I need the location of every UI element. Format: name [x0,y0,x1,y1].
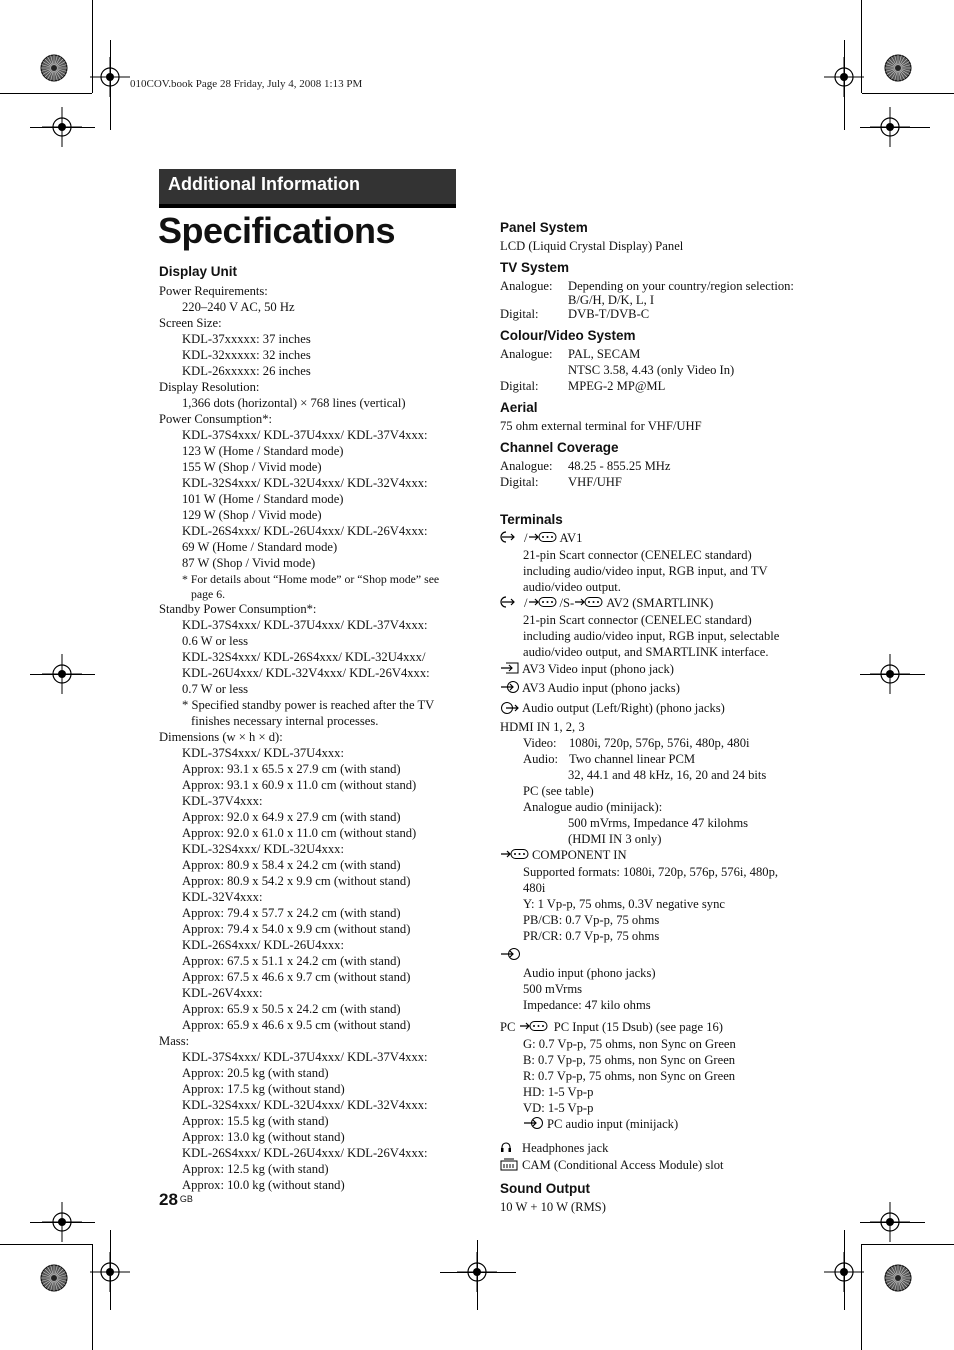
dimensions-item: Approx: 93.1 x 60.9 x 11.0 cm (without stand) [182,778,417,792]
tv-digital-row [500,306,830,322]
av1-desc: 21-pin Scart connector (CENELEC standard) [523,548,752,563]
tv-digital-label: Digital: [500,307,539,321]
component-desc: PR/CR: 0.7 Vp-p, 75 ohms [523,928,660,943]
color-bar-sunburst-icon [883,53,913,83]
colour-heading: Colour/Video System [500,328,636,343]
crop-line [861,0,862,93]
colour-digital-row [500,378,830,394]
left-column [159,264,459,1193]
av1-row: / AV1 [500,530,830,547]
pc-label: PC [500,1019,516,1034]
crop-line [861,1244,862,1350]
component-desc: 480i [523,880,546,895]
file-header: 010COV.book Page 28 Friday, July 4, 2008 1:13 PM [130,78,363,90]
dimensions-item: Approx: 65.9 x 50.5 x 24.2 cm (with stand) [182,1002,401,1016]
scart-in-icon [500,531,522,547]
channel-heading: Channel Coverage [500,440,619,455]
hdmi-video-label: Video: [523,735,557,750]
dimensions-item: Approx: 65.9 x 46.6 x 9.5 cm (without stand) [182,1018,411,1032]
standby-item: KDL-37S4xxx/ KDL-37U4xxx/ KDL-37V4xxx: [182,618,428,632]
standby-note-cont: finishes necessary internal processes. [191,714,379,728]
crop-line [110,40,111,130]
crop-line [0,93,92,94]
dimensions-item: Approx: 79.4 x 57.7 x 24.2 cm (with stand) [182,906,401,920]
component-desc: Supported formats: 1080i, 720p, 576p, 576i, 480p, [523,864,779,879]
pc-row [500,1019,830,1036]
consumption-item: 87 W (Shop / Vivid mode) [182,556,316,570]
av3-audio-label: AV3 Audio input (phono jacks) [522,681,680,696]
pc-desc: G: 0.7 Vp-p, 75 ohms, non Sync on Green [523,1036,736,1051]
standby-item: KDL-32S4xxx/ KDL-26S4xxx/ KDL-32U4xxx/ [182,650,426,664]
component-row [500,847,830,864]
pc-desc: B: 0.7 Vp-p, 75 ohms, non Sync on Green [523,1052,736,1067]
channel-analogue-value: 48.25 - 855.25 MHz [568,459,671,473]
video-in-icon [500,662,520,678]
dimensions-item: KDL-26V4xxx: [182,986,263,1000]
colour-analogue-cont: NTSC 3.58, 4.43 (only Video In) [568,363,735,377]
crop-line [860,127,930,128]
mass-item: KDL-32S4xxx/ KDL-32U4xxx/ KDL-32V4xxx: [182,1098,428,1112]
audio-in-desc: 500 mVrms [523,981,583,996]
scart-out-icon [528,531,558,547]
audio-in-icon [500,680,520,698]
dimensions-item: Approx: 92.0 x 61.0 x 11.0 cm (without stand) [182,826,417,840]
component-desc: PB/CB: 0.7 Vp-p, 75 ohms [523,912,660,927]
terminals-heading: Terminals [500,512,563,527]
mass-item: Approx: 13.0 kg (without stand) [182,1130,345,1144]
dimensions-item: Approx: 80.9 x 58.4 x 24.2 cm (with stand) [182,858,401,872]
consumption-item: KDL-32S4xxx/ KDL-32U4xxx/ KDL-32V4xxx: [182,476,428,490]
hdmi-audio-label: Audio: [523,751,558,766]
resolution-label: Display Resolution: [159,380,260,394]
crop-line [440,1272,516,1273]
crop-line [862,93,954,94]
crop-line [30,674,95,675]
consumption-note: * For details about “Home mode” or “Shop mode” see [182,572,440,586]
av2-desc: including audio/video input, RGB input, selectable [523,629,780,644]
cam-label: CAM (Conditional Access Module) slot [522,1158,724,1173]
page-title: Specifications [158,210,396,251]
color-bar-sunburst-icon [39,53,69,83]
crop-line [844,40,845,130]
pc-desc: HD: 1-5 Vp-p [523,1084,594,1099]
colour-analogue-label: Analogue: [500,347,553,361]
audio-in-icon [500,947,522,965]
channel-analogue-label: Analogue: [500,459,553,473]
av1-label: AV1 [559,531,583,545]
mass-item: Approx: 12.5 kg (with stand) [182,1162,329,1176]
screen-size-item: KDL-37xxxxx: 37 inches [182,332,311,346]
color-bar-sunburst-icon [39,1263,69,1293]
aerial-value: 75 ohm external terminal for VHF/UHF [500,419,702,433]
headphones-label: Headphones jack [522,1140,609,1155]
hdmi-audio-row [500,751,830,767]
mass-label: Mass: [159,1034,190,1048]
component-in-icon [500,848,530,864]
dimensions-label: Dimensions (w × h × d): [159,730,283,744]
crop-line [110,1230,111,1310]
audio-out-label: Audio output (Left/Right) (phono jacks) [522,701,725,716]
hdmi-label: HDMI IN 1, 2, 3 [500,719,585,734]
av1-desc: including audio/video input, RGB input, and TV [523,564,768,579]
pc-desc: VD: 1-5 Vp-p [523,1100,594,1115]
consumption-label: Power Consumption*: [159,412,272,426]
component-label: COMPONENT IN [532,847,627,862]
channel-digital-value: VHF/UHF [568,475,622,489]
dimensions-item: KDL-37S4xxx/ KDL-37U4xxx: [182,746,344,760]
section-bar [159,169,456,208]
crop-line [860,1222,925,1223]
crop-line [860,674,925,675]
colour-digital-value: MPEG-2 MP@ML [568,379,666,393]
dimensions-item: Approx: 93.1 x 65.5 x 27.9 cm (with stand) [182,762,401,776]
colour-analogue-value: PAL, SECAM [568,347,641,361]
power-req-value: 220–240 V AC, 50 Hz [182,300,295,314]
hdmi-audio-cont: 32, 44.1 and 48 kHz, 16, 20 and 24 bits [568,767,767,782]
dimensions-item: Approx: 80.9 x 54.2 x 9.9 cm (without stand) [182,874,411,888]
consumption-item: KDL-26S4xxx/ KDL-26U4xxx/ KDL-26V4xxx: [182,524,428,538]
av2-s-label: /S- [559,596,575,611]
av1-desc: audio/video output. [523,580,621,595]
screen-size-item: KDL-26xxxxx: 26 inches [182,364,311,378]
dimensions-item: Approx: 67.5 x 51.1 x 24.2 cm (with stand) [182,954,401,968]
pc-audio-in-icon [523,1116,545,1134]
crop-line [92,1244,93,1350]
dimensions-item: KDL-32S4xxx/ KDL-32U4xxx: [182,842,344,856]
consumption-item: 69 W (Home / Standard mode) [182,540,338,554]
screen-size-item: KDL-32xxxxx: 32 inches [182,348,311,362]
color-bar-sunburst-icon [883,1263,913,1293]
crop-line [844,1230,845,1310]
standby-label: Standby Power Consumption*: [159,602,317,616]
page-number [159,1190,193,1210]
audio-out-icon [500,701,520,719]
hdmi-analogue-2: (HDMI IN 3 only) [568,831,662,846]
mass-item: KDL-26S4xxx/ KDL-26U4xxx/ KDL-26V4xxx: [182,1146,428,1160]
sound-heading: Sound Output [500,1180,590,1196]
mass-item: Approx: 15.5 kg (with stand) [182,1114,329,1128]
consumption-item: 155 W (Shop / Vivid mode) [182,460,322,474]
channel-digital-row [500,474,830,490]
tv-digital-value: DVB-T/DVB-C [568,307,650,321]
display-unit-heading: Display Unit [159,264,238,279]
scart-out-icon [528,596,558,612]
colour-digital-label: Digital: [500,379,539,393]
aerial-heading: Aerial [500,400,538,415]
pc-in-icon [519,1020,549,1036]
tv-analogue-row [500,278,830,294]
audio-in-desc: Impedance: 47 kilo ohms [523,997,651,1012]
dimensions-item: KDL-32V4xxx: [182,890,263,904]
channel-analogue-row [500,458,830,474]
consumption-note-cont: page 6. [191,586,226,601]
crop-line [477,1240,478,1310]
consumption-item: KDL-37S4xxx/ KDL-37U4xxx/ KDL-37V4xxx: [182,428,428,442]
panel-value: LCD (Liquid Crystal Display) Panel [500,239,684,253]
av3-video-row [500,661,830,678]
colour-analogue-row [500,346,830,362]
dimensions-item: KDL-26S4xxx/ KDL-26U4xxx: [182,938,344,952]
pc-audio-label: PC audio input (minijack) [547,1116,679,1131]
consumption-item: 123 W (Home / Standard mode) [182,444,344,458]
audio-in-desc: Audio input (phono jacks) [523,965,656,980]
audio-out-row [500,700,830,718]
mass-item: Approx: 10.0 kg (without stand) [182,1178,345,1192]
dimensions-item: Approx: 92.0 x 64.9 x 27.9 cm (with stand) [182,810,401,824]
av3-video-label: AV3 Video input (phono jack) [522,662,674,677]
component-desc: Y: 1 Vp-p, 75 ohms, 0.3V negative sync [523,896,725,911]
crop-line [0,1244,92,1245]
pc-desc: R: 0.7 Vp-p, 75 ohms, non Sync on Green [523,1068,736,1083]
svideo-icon [574,596,604,612]
av3-audio-row [500,680,830,698]
screen-size-label: Screen Size: [159,316,222,330]
mass-item: Approx: 17.5 kg (without stand) [182,1082,345,1096]
standby-item: 0.6 W or less [182,634,249,648]
av2-desc: 21-pin Scart connector (CENELEC standard) [523,613,752,628]
hdmi-analogue-1: 500 mVrms, Impedance 47 kilohms [568,815,749,830]
hdmi-video-value: 1080i, 720p, 576p, 576i, 480p, 480i [569,735,750,750]
consumption-item: 101 W (Home / Standard mode) [182,492,344,506]
dimensions-item: Approx: 67.5 x 46.6 x 9.7 cm (without stand) [182,970,411,984]
tv-analogue-cont: B/G/H, D/K, L, I [568,293,655,307]
right-column [500,220,830,1215]
av2-row: / /S- AV2 (SMARTLINK) [500,595,830,612]
tv-analogue-value: Depending on your country/region selection: [568,279,794,293]
resolution-value: 1,366 dots (horizontal) × 768 lines (vertical) [182,396,406,410]
hdmi-video-row [500,735,830,751]
cam-slot-icon [500,1158,520,1175]
headphones-icon [500,1141,520,1157]
hdmi-audio-value: Two channel linear PCM [569,751,696,766]
dimensions-item: Approx: 79.4 x 54.0 x 9.9 cm (without stand) [182,922,411,936]
crop-line [92,0,93,93]
hdmi-pc: PC (see table) [523,783,594,798]
tv-analogue-label: Analogue: [500,279,553,293]
standby-item: 0.7 W or less [182,682,249,696]
pc-audio-row [500,1116,830,1134]
page-number-value: 28 [159,1190,178,1209]
hdmi-analogue: Analogue audio (minijack): [523,799,663,814]
crop-line [862,1244,954,1245]
cam-row [500,1157,830,1175]
audio-in-row [500,947,830,965]
crop-line [30,127,95,128]
channel-digital-label: Digital: [500,475,539,489]
scart-in-icon [500,596,522,612]
tv-heading: TV System [500,260,570,275]
headphones-row [500,1140,830,1157]
standby-item: KDL-26U4xxx/ KDL-32V4xxx/ KDL-26V4xxx: [182,666,430,680]
av2-desc: audio/video output, and SMARTLINK interface. [523,645,769,660]
pc-input-label: PC Input (15 Dsub) (see page 16) [553,1019,724,1034]
section-title: Additional Information [168,174,360,194]
crop-line [30,1222,95,1223]
mass-item: Approx: 20.5 kg (with stand) [182,1066,329,1080]
standby-note: * Specified standby power is reached after the TV [182,698,435,712]
sound-value: 10 W + 10 W (RMS) [500,1199,606,1214]
av2-label: AV2 (SMARTLINK) [606,596,714,611]
dimensions-item: KDL-37V4xxx: [182,794,263,808]
consumption-item: 129 W (Shop / Vivid mode) [182,508,322,522]
mass-item: KDL-37S4xxx/ KDL-37U4xxx/ KDL-37V4xxx: [182,1050,428,1064]
power-req-label: Power Requirements: [159,284,268,298]
page-number-suffix: GB [179,1194,193,1204]
panel-heading: Panel System [500,220,588,235]
